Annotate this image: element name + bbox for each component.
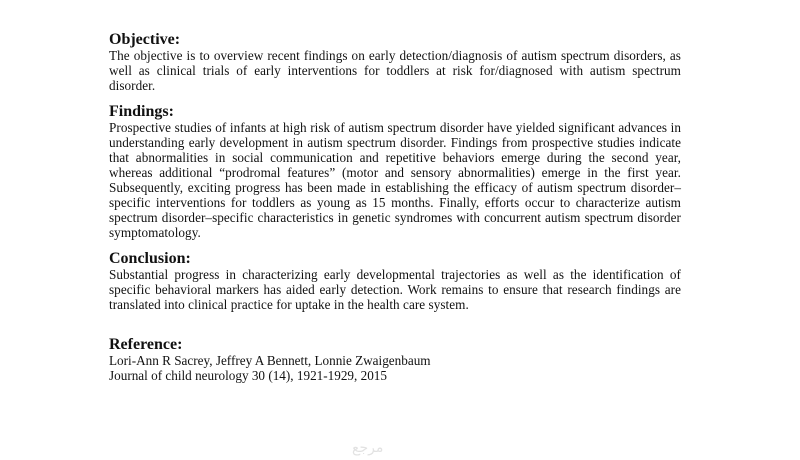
- objective-section: [109, 31, 681, 93]
- reference-authors: Lori-Ann R Sacrey, Jeffrey A Bennett, Lonnie Zwaigenbaum: [109, 353, 431, 368]
- findings-section: [109, 103, 681, 240]
- reference-citation: Journal of child neurology 30 (14), 1921-1929, 2015: [109, 368, 387, 383]
- objective-heading: Objective:: [109, 31, 181, 48]
- conclusion-section: [109, 250, 681, 312]
- reference-heading: Reference:: [109, 336, 183, 353]
- conclusion-text: Substantial progress in characterizing early developmental trajectories as well as the identification of specific behavioral markers has aided early detection. Work remains to ensure that research findings are translated into clinical practice for uptake in the health care system.: [109, 267, 681, 312]
- findings-text: Prospective studies of infants at high risk of autism spectrum disorder have yielded significant advances in understanding early development in autism spectrum disorder. Findings from prospective studies indicate that abnormalities in social communication and repetitive behaviors emerge during the second year, whereas additional “prodromal features” (motor and sensory abnormalities) emerge in the first year. Subsequently, exciting progress has been made in establishing the efficacy of autism spectrum disorder–specific interventions for toddlers as young as 15 months. Finally, efforts occur to characterize autism spectrum disorder–specific characteristics in genetic syndromes with concurrent autism spectrum disorder symptomatology.: [109, 120, 681, 240]
- conclusion-heading: Conclusion:: [109, 250, 191, 267]
- document-page: [109, 31, 681, 383]
- reference-section: [109, 336, 681, 383]
- findings-heading: Findings:: [109, 103, 174, 120]
- watermark: مرجع: [352, 440, 384, 456]
- objective-text: The objective is to overview recent findings on early detection/diagnosis of autism spectrum disorders, as well as clinical trials of early interventions for toddlers at risk for/diagnosed with autism spectrum disorder.: [109, 48, 681, 93]
